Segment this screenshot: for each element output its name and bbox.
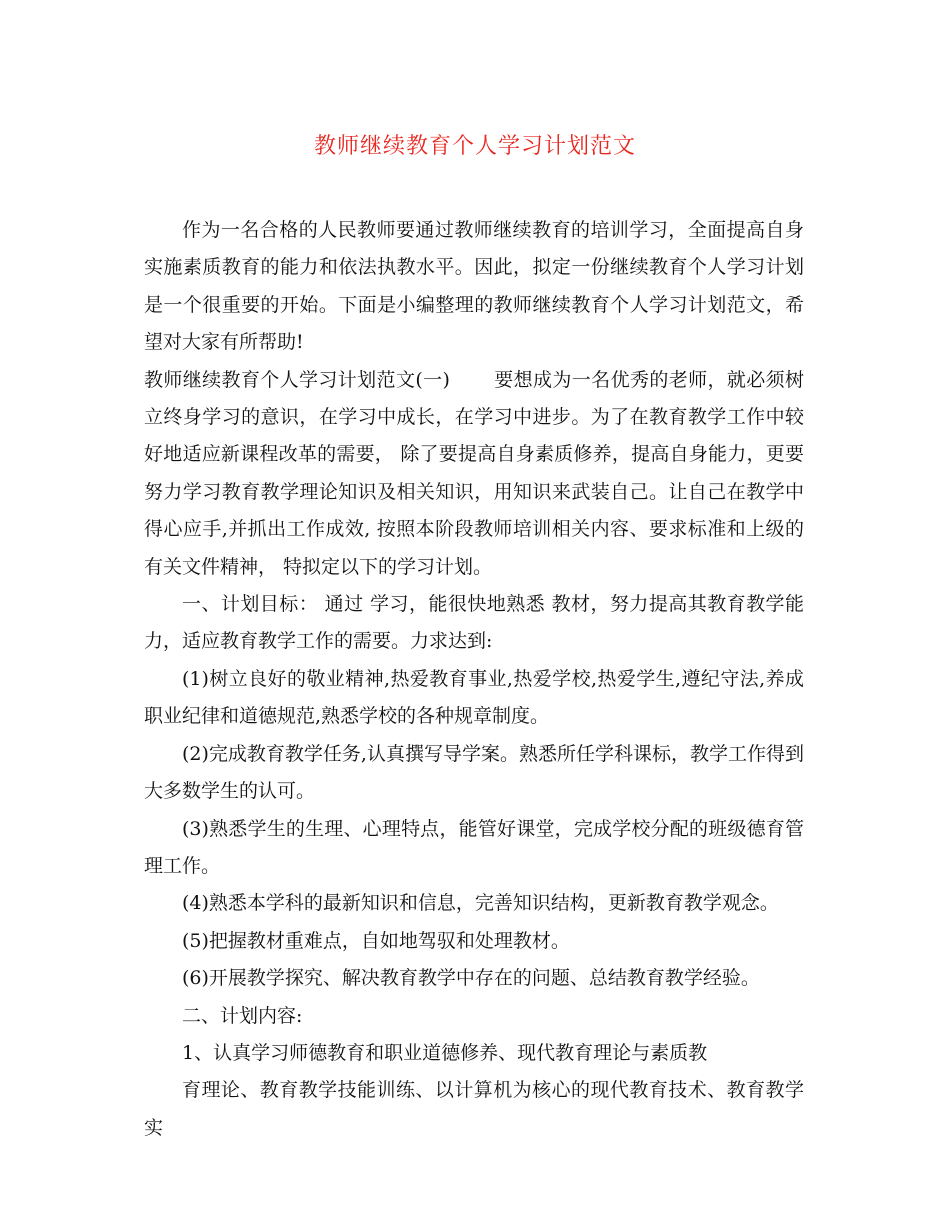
goal-item-2: (2)完成教育教学任务,认真撰写导学案。熟悉所任学科课标，教学工作得到大多数学生的认可。 xyxy=(144,742,804,803)
example-heading: 教师继续教育个人学习计划范文(一) xyxy=(144,368,450,391)
goal-item-4: (4)熟悉本学科的最新知识和信息，完善知识结构，更新教育教学观念。 xyxy=(182,892,779,915)
document-title: 教师继续教育个人学习计划范文 xyxy=(313,134,636,159)
goal-item-6: (6)开展教学探究、解决教育教学中存在的问题、总结教育教学经验。 xyxy=(182,967,760,990)
section-paragraph-example-one xyxy=(144,362,804,586)
goal-item-1: (1)树立良好的敬业精神,热爱教育事业,热爱学校,热爱学生,遵纪守法,养成职业纪律和道德规范,熟悉学校的各种规章制度。 xyxy=(144,667,804,728)
content-item-1: 1、认真学习师德教育和职业道德修养、现代教育理论与素质教 xyxy=(182,1041,708,1064)
goal-item-5: (5)把握教材重难点，自如地驾驭和处理教材。 xyxy=(182,929,570,952)
plan-goal-paragraph: 一、计划目标： 通过 学习，能很快地熟悉 教材，努力提高其教育教学能力，适应教育教学工作的需要。力求达到: xyxy=(144,593,804,653)
plan-content-heading: 二、计划内容: xyxy=(182,1004,303,1027)
intro-paragraph: 作为一名合格的人民教师要通过教师继续教育的培训学习，全面提高自身实施素质教育的能力和依法执教水平。因此，拟定一份继续教育个人学习计划是一个很重要的开始。下面是小编整理的教师继续教育个人学习计划范文，希望对大家有所帮助! xyxy=(144,219,804,354)
example-one-text: 要想成为一名优秀的老师，就必须树立终身学习的意识，在学习中成长，在学习中进步。为了在教育教学工作中较好地适应新课程改革的需要， 除了要提高自身素质修养，提高自身能力，更要努力学习教育教学理论知识及相关知识，用知识来武装自己。让自己在教学中得心应手,并抓出工作成效, 按照本阶段教师培训相关内容、要求标准和上级的有关文件精神， 特拟定以下的学习计划。 xyxy=(144,368,804,578)
goal-item-3: (3)熟悉学生的生理、心理特点，能管好课堂，完成学校分配的班级德育管理工作。 xyxy=(144,817,804,877)
content-item-1-continued: 育理论、教育教学技能训练、以计算机为核心的现代教育技术、教育教学实 xyxy=(144,1079,804,1139)
document-body xyxy=(144,212,804,1147)
